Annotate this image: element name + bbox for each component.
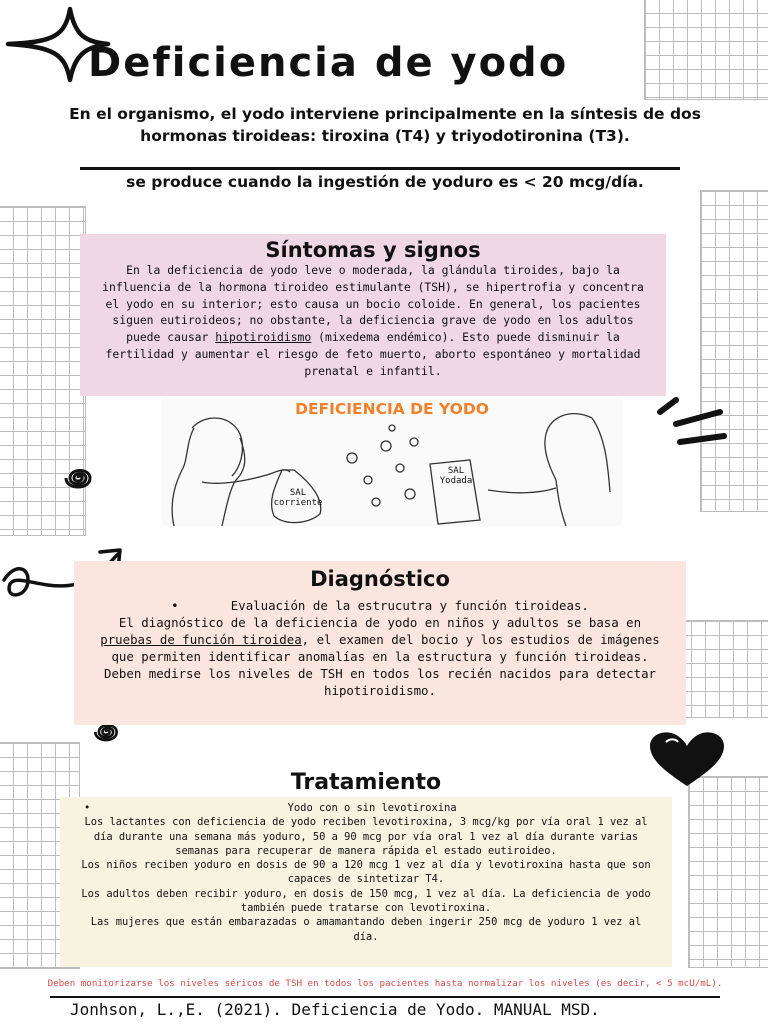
intro-underline [80, 167, 680, 170]
treatment-p3: Los adultos deben recibir yoduro, en dosis de 150 mcg, 1 vez al día. La deficiencia de yodo también puede tratarse con levotiroxina. [81, 887, 651, 915]
treatment-bullet: Yodo con o sin levotiroxina [287, 802, 457, 814]
page-title: Deficiencia de yodo [88, 40, 569, 86]
treatment-p4: Las mujeres que están embarazadas o amamantando deben ingerir 250 mcg de yoduro 1 vez al día. [90, 916, 642, 943]
diagnosis-bullet-text: Evaluación de la estrucutra y función tiroideas. [230, 598, 589, 613]
dash-lines-icon [650, 396, 730, 456]
treatment-p1: Los lactantes con deficiencia de yodo reciben levotiroxina, 3 mcg/kg por vía oral 1 vez al día durante una semana más yoduro, 50 a 90 mcg por vía oral 1 vez al día durante varias semanas para recuperar de manera rápida el estado eutiroideo. [84, 816, 648, 857]
grid-decoration-right-middle [700, 190, 768, 512]
grid-decoration-top-right [644, 0, 768, 100]
treatment-heading: Tratamiento [290, 770, 442, 795]
symptoms-text-b: (mixedema endémico). Esto puede disminuir la fertilidad y aumentar el riesgo de feto muerto, aborto espontáneo y mortalidad prenatal e infantil. [105, 330, 641, 378]
symptoms-text-a: En la deficiencia de yodo leve o moderada, la glándula tiroides, bajo la influencia de la hormona tiroideo estimulante (TSH), se hipertrofia y concentra el yodo en su interior; esto causa un bocio coloide. En general, los pacientes siguen eutiroideos; no obstante, la deficiencia grave de yodo en los adultos puede causar [102, 263, 644, 345]
diagnosis-text [74, 614, 686, 699]
bag-right-label-line1: SAL [447, 466, 465, 476]
treatment-p2: Los niños reciben yoduro en dosis de 90 a 120 mcg 1 vez al día y levotiroxina hasta que son capaces de sintetizar T4. [81, 859, 651, 886]
grid-decoration-right-bottom [688, 776, 768, 968]
bag-left-label-line2: corriente [273, 498, 323, 508]
illustration-drawing [162, 398, 622, 526]
footnote: Deben monitorizarse los niveles séricos de TSH en todos los pacientes hasta normalizar los niveles (es decir, < 5 mcU/mL). [47, 978, 723, 989]
grid-decoration-right-lower [676, 620, 768, 718]
treatment-card [60, 797, 672, 967]
bag-left-label [272, 488, 324, 508]
spiral-icon [58, 460, 98, 496]
diagnosis-heading: Diagnóstico [310, 567, 450, 591]
citation-rule [50, 996, 720, 998]
bag-right-label-line2: Yodada [439, 476, 473, 486]
bag-left-label-line1: SAL [289, 488, 307, 498]
diagnosis-card [74, 561, 686, 725]
diagnosis-text-b: , el examen del bocio y los estudios de imágenes que permiten identificar anomalías en la estructura y función tiroideas. Deben medirse los niveles de TSH en todos los recién nacidos para detectar hipotiroidismo. [103, 632, 660, 698]
bullet-dot: • [171, 598, 231, 613]
hipotiroidismo-link[interactable]: hipotiroidismo [215, 330, 312, 345]
thyroid-tests-link[interactable]: pruebas de función tiroidea [100, 632, 302, 647]
bag-right-label [432, 466, 480, 486]
symptoms-card [80, 234, 666, 396]
symptoms-text [80, 262, 666, 380]
illustration [162, 398, 622, 526]
symptoms-heading: Síntomas y signos [265, 238, 481, 262]
diagnosis-text-a: El diagnóstico de la deficiencia de yodo en niños y adultos se basa en [118, 615, 642, 630]
illustration-title: DEFICIENCIA DE YODO [295, 400, 489, 418]
bullet-dot: • [84, 802, 91, 814]
intro-paragraph: En el organismo, el yodo interviene principalmente en la síntesis de dos hormonas tiroideas: tiroxina (T4) y triyodotironina (T3). [69, 105, 701, 145]
diagnosis-bullet [74, 597, 686, 614]
citation: Jonhson, L.,E. (2021). Deficiencia de Yodo. MANUAL MSD. [70, 1000, 600, 1019]
intro-threshold: se produce cuando la ingestión de yoduro es < 20 mcg/día. [126, 173, 644, 191]
treatment-text [60, 797, 672, 944]
